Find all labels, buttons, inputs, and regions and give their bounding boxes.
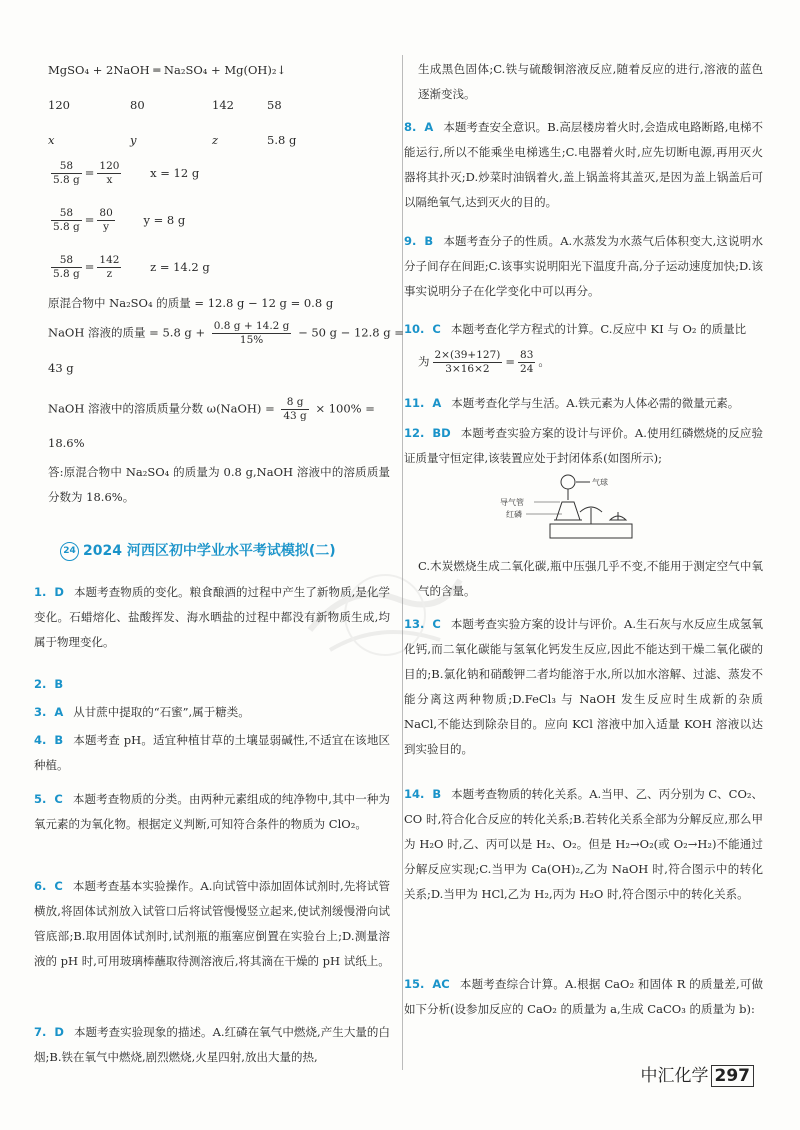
item-explanation: 本题考查物质的分类。由两种元素组成的纯净物中,其中一种为氧元素的为氧化物。根据定义判断,可知符合条件的物质为 ClO₂。 (34, 792, 390, 831)
denominator: 5.8 g (53, 268, 80, 280)
relative-mass-row (48, 97, 282, 113)
item-explanation: 本题考查实验现象的描述。A.红磷在氧气中燃烧,产生大量的白烟;B.铁在氧气中燃烧,剧烈燃烧,火星四射,放出大量的热, (34, 1025, 390, 1064)
label-red-phosphorus: 红磷 (506, 510, 522, 519)
na2so4-mass-line: 原混合物中 Na₂SO₄ 的质量 = 12.8 g − 12 g = 0.8 g (48, 296, 334, 310)
naoh-solution-mass-line (48, 320, 404, 347)
item-answer: A (54, 705, 64, 719)
item-answer: AC (432, 977, 450, 991)
answer-item-4 (34, 728, 390, 778)
numerator: 83 (520, 349, 534, 361)
balance-apparatus-diagram (498, 472, 668, 544)
answer-item-7 (34, 1020, 390, 1070)
item-answer: D (54, 585, 64, 599)
denominator: 3×16×2 (445, 363, 490, 375)
var-x: x (48, 133, 55, 147)
equals-sign: = (505, 354, 516, 369)
ratio-equation-y: $\frac{58}{5.8 g}$ = $\frac{80}{y}$ y = 8 g (53, 207, 186, 233)
label-tube: 导气管 (500, 498, 524, 507)
page-number: 297 (711, 1065, 755, 1087)
item-explanation: 本题考查分子的性质。A.水蒸发为水蒸气后体积变大,这说明水分子间存在间距;C.该事实说明阳光下温度升高,分子运动速度加快;D.该事实说明分子在化学变化中可以再分。 (404, 234, 763, 298)
answer-item-7-continued: 生成黑色固体;C.铁与硫酸铜溶液反应,随着反应的进行,溶液的蓝色逐渐变浅。 (418, 62, 763, 101)
item-answer: C (432, 322, 441, 336)
fraction (97, 160, 121, 187)
var-y: y (130, 133, 137, 147)
ratio-end: 。 (538, 354, 550, 369)
item-number: 5. (34, 792, 47, 806)
mass-fraction-line (48, 396, 375, 423)
answer-item-9 (404, 229, 763, 304)
item-answer: C (54, 879, 63, 893)
mass-na2so4: 142 (212, 98, 234, 112)
balloon-shape (561, 475, 575, 489)
ratio-equation-z: $\frac{58}{5.8 g}$ = $\frac{142}{z}$ z = 14.2 g (53, 254, 210, 280)
mass-mgoh2: 58 (267, 98, 282, 112)
ratio-prefix: 为 (418, 354, 430, 369)
answer-item-8 (404, 115, 763, 215)
item-number: 12. (404, 426, 425, 440)
item-explanation: 本题考查 pH。适宜种植甘草的土壤显弱碱性,不适宜在该地区种植。 (34, 733, 390, 772)
fraction (51, 254, 82, 281)
denominator: z (106, 268, 113, 280)
fraction (97, 207, 114, 234)
item-number: 6. (34, 879, 47, 893)
denominator: y (103, 221, 110, 233)
item-answer: BD (432, 426, 451, 440)
numerator: 142 (99, 254, 120, 266)
numerator: 80 (99, 207, 113, 219)
mass-fraction-suffix: × 100% = (315, 401, 375, 416)
item-explanation: 本题考查化学方程式的计算。C.反应中 KI 与 O₂ 的质量比 (450, 322, 747, 336)
item-explanation: 本题考查实验方案的设计与评价。A.生石灰与水反应生成氢氧化钙,而二氧化碳能与氢氧化钙发生反应,因此不能达到干燥二氧化碳的目的;B.氯化钠和硝酸钾二者均能溶于水,所以加水溶解、过滤、蒸发不能分离这两种物质;D.FeCl₃ 与 NaOH 发生反应时生成新的杂质 NaCl,不能达到除杂目的。应向 KCl 溶液中加入适量 KOH 溶液以达到实验目的。 (404, 617, 763, 756)
answer-item-5 (34, 787, 390, 837)
section-heading (60, 540, 336, 561)
answer-item-6 (34, 874, 390, 974)
item-explanation: 本题考查实验方案的设计与评价。A.使用红磷燃烧的反应验证质量守恒定律,该装置应处于封闭体系(如图所示); (404, 426, 763, 465)
naoh-mass-suffix: − 50 g − 12.8 g = (298, 325, 404, 340)
item-number: 14. (404, 787, 425, 801)
item-explanation: 本题考查物质的转化关系。A.当甲、乙、丙分别为 C、CO₂、CO 时,符合化合反应的转化关系;B.若转化关系全部为分解反应,那么甲为 H₂O 时,乙、丙可以是 H₂、O₂。但是 H₂→O₂(或 O₂→H₂)不能通过分解反应实现;C.当甲为 Ca(OH)₂,乙为 NaOH 时,符合图示中的转化关系;D.当甲为 HCl,乙为 H₂,丙为 H₂O 时,符合图示中的转化关系。 (404, 787, 763, 901)
item-answer: B (54, 677, 64, 691)
item-number: 10. (404, 322, 425, 336)
mass-fraction-value: 18.6% (48, 436, 85, 450)
numerator: 120 (99, 160, 120, 172)
section-number-badge: 24 (60, 542, 79, 561)
numerator: 2×(39+127) (434, 349, 501, 361)
denominator: 24 (520, 363, 534, 375)
fraction (212, 320, 292, 347)
label-balloon: 气球 (592, 478, 608, 487)
item-explanation: 本题考查物质的变化。粮食酿酒的过程中产生了新物质,是化学变化。石蜡熔化、盐酸挥发、海水晒盐的过程中都没有新物质生成,均属于物理变化。 (34, 585, 390, 649)
answer-item-10 (404, 317, 763, 342)
item-answer: A (424, 120, 434, 134)
item-number: 2. (34, 677, 47, 691)
item-number: 1. (34, 585, 47, 599)
fraction (97, 254, 121, 281)
publisher-watermark-logo (290, 560, 480, 670)
calc-answer: 答:原混合物中 Na₂SO₄ 的质量为 0.8 g,NaOH 溶液中的溶质质量分数为 18.6%。 (48, 465, 390, 504)
answer-item-2 (34, 672, 390, 697)
var-mass: 5.8 g (267, 133, 297, 147)
item-number: 8. (404, 120, 417, 134)
item-explanation: 本题考查安全意识。B.高层楼房着火时,会造成电路断路,电梯不能运行,所以不能乘坐电梯逃生;C.电器着火时,应先切断电源,再用灭火器将其扑灭;D.炒菜时油锅着火,盖上锅盖将其盖灭,是因为盖上锅盖后可以隔绝氧气,达到灭火的目的。 (404, 120, 763, 209)
footer-brand: 中汇化学 (640, 1066, 709, 1086)
item-number: 3. (34, 705, 47, 719)
numerator: 58 (51, 254, 82, 268)
numerator: 58 (51, 207, 82, 221)
answer-item-11 (404, 391, 763, 416)
item-answer: D (54, 1025, 64, 1039)
item-answer: B (432, 787, 442, 801)
var-z: z (212, 133, 219, 147)
numerator: 0.8 g + 14.2 g (213, 320, 290, 332)
ratio-equation-x: $\frac{58}{5.8 g}$ = $\frac{120}{x}$ x = 12 g (53, 160, 200, 186)
naoh-mass-value: 43 g (48, 361, 74, 375)
result-z: z = 14.2 g (150, 259, 210, 274)
item-answer: B (54, 733, 64, 747)
fraction (433, 349, 503, 376)
item-number: 11. (404, 396, 425, 410)
result-y: y = 8 g (143, 212, 186, 227)
mass-fraction-prefix: NaOH 溶液中的溶质质量分数 ω(NaOH) = (48, 401, 275, 416)
answer-item-15 (404, 972, 763, 1022)
naoh-mass-prefix: NaOH 溶液的质量 = 5.8 g + (48, 325, 206, 340)
item-number: 9. (404, 234, 417, 248)
answer-item-12-continued: C.木炭燃烧生成二氧化碳,瓶中压强几乎不变,不能用于测定空气中氧气的含量。 (418, 559, 763, 598)
item-answer: C (54, 792, 63, 806)
item-explanation: 从甘蔗中提取的“石蜜”,属于糖类。 (73, 705, 250, 719)
numerator: 58 (51, 160, 82, 174)
answer-item-12 (404, 421, 763, 471)
answer-item-14 (404, 782, 763, 907)
fraction (518, 349, 535, 376)
mass-naoh: 80 (130, 98, 145, 112)
answer-item-3 (34, 700, 390, 725)
item-number: 13. (404, 617, 425, 631)
item-answer: A (432, 396, 442, 410)
item-number: 15. (404, 977, 425, 991)
mass-mgso4: 120 (48, 98, 70, 112)
item-number: 7. (34, 1025, 47, 1039)
reaction-equation: MgSO₄ + 2NaOH ═ Na₂SO₄ + Mg(OH)₂↓ (48, 63, 287, 77)
section-title: 2024 河西区初中学业水平考试模拟(二) (83, 543, 336, 559)
denominator: 43 g (283, 410, 307, 422)
result-x: x = 12 g (150, 165, 200, 180)
numerator: 8 g (281, 396, 308, 410)
fraction (51, 207, 82, 234)
denominator: 5.8 g (53, 221, 80, 233)
item-number: 4. (34, 733, 47, 747)
item-answer: B (424, 234, 434, 248)
fraction (51, 160, 82, 187)
item-explanation: 本题考查综合计算。A.根据 CaO₂ 和固体 R 的质量差,可做如下分析(设参加反应的 CaO₂ 的质量为 a,生成 CaCO₃ 的质量为 b): (404, 977, 763, 1016)
ki-o2-mass-ratio (418, 349, 550, 376)
item-answer: C (432, 617, 441, 631)
item-explanation: 本题考查基本实验操作。A.向试管中添加固体试剂时,先将试管横放,将固体试剂放入试管口后将试管慢慢竖立起来,使试剂缓慢滑向试管底部;B.取用固体试剂时,试剂瓶的瓶塞应倒置在实验台上;D.测量溶液的 pH 时,可用玻璃棒蘸取待测溶液后,将其滴在干燥的 pH 试纸上。 (34, 879, 390, 968)
denominator: 15% (239, 334, 264, 346)
denominator: x (106, 174, 113, 186)
fraction (281, 396, 308, 423)
page-footer (641, 1061, 755, 1086)
variable-row (48, 132, 296, 148)
denominator: 5.8 g (53, 174, 80, 186)
item-explanation: 本题考查化学与生活。A.铁元素为人体必需的微量元素。 (451, 396, 740, 410)
